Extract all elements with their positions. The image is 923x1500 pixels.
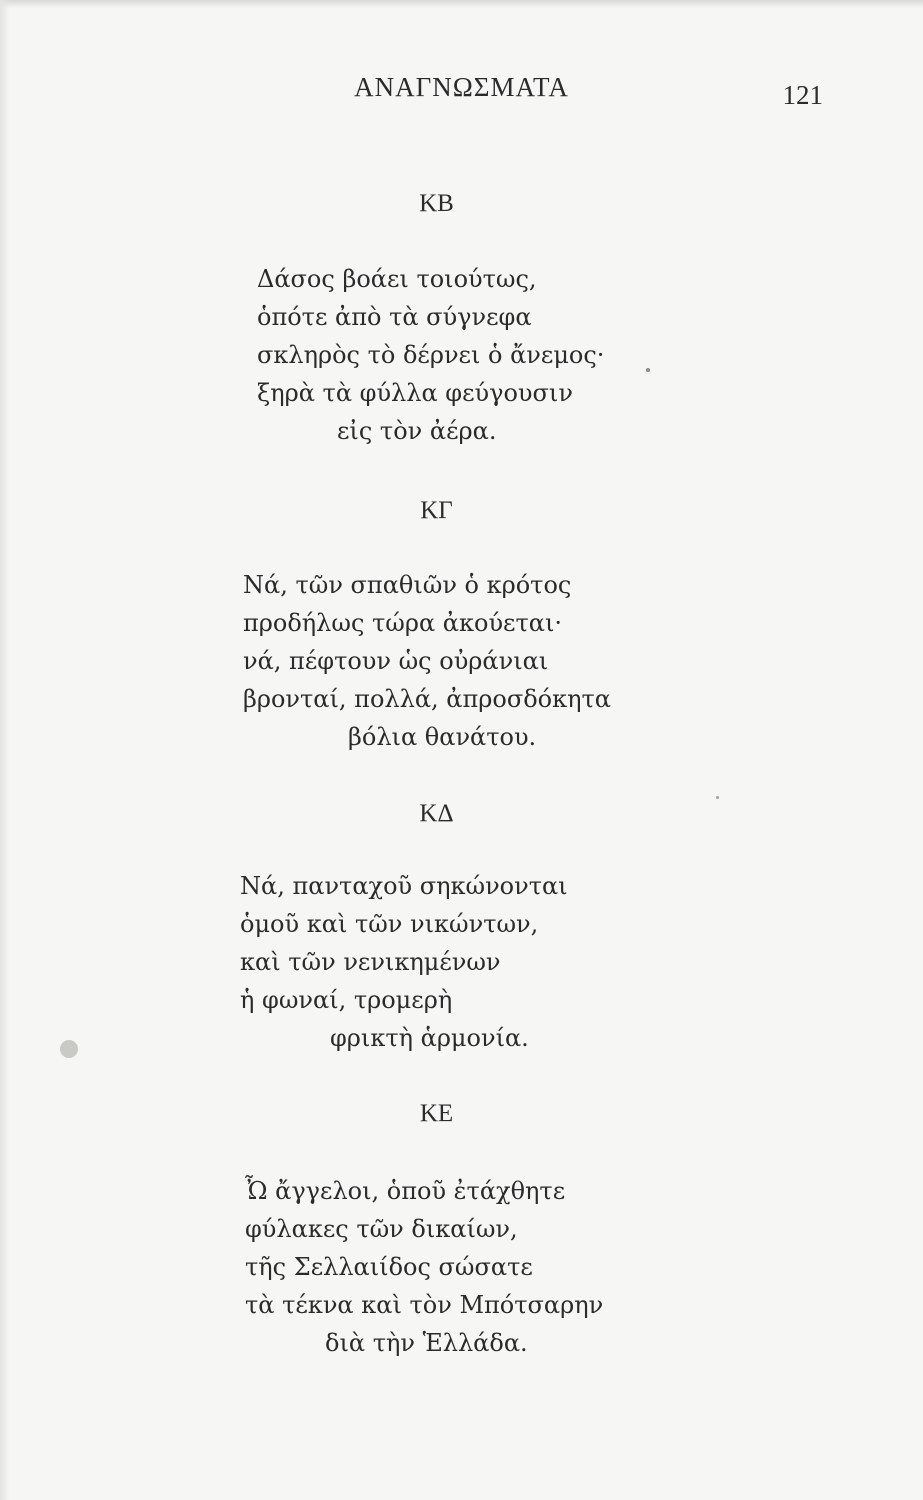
verse-line: ὁπότε ἀπὸ τὰ σύγνεφα	[257, 303, 532, 331]
verse-line: Δάσος βοάει τοιούτως,	[257, 265, 537, 293]
paper-speck	[716, 796, 719, 799]
stanza-kg	[243, 566, 611, 756]
verse-line: φρικτὴ ἁρμονία.	[330, 1024, 529, 1052]
verse-line: διὰ τὴν Ἑλλάδα.	[325, 1329, 528, 1357]
stanza-heading-kg: ΚΓ	[420, 497, 453, 524]
verse-line: τὰ τέκνα καὶ τὸν Μπότσαρην	[245, 1291, 604, 1319]
page-top-edge	[0, 0, 923, 8]
verse-line: νά, πέφτουν ὡς οὐράνιαι	[243, 647, 549, 675]
stanza-ke	[245, 1172, 603, 1362]
verse-line: προδήλως τώρα ἀκούεται·	[243, 609, 563, 637]
verse-line: βόλια θανάτου.	[348, 723, 537, 751]
stanza-kd	[240, 867, 568, 1057]
page-left-edge	[0, 0, 10, 1500]
running-header: ΑΝΑΓΝΩΣΜΑΤΑ	[354, 72, 569, 102]
verse-line: φύλακες τῶν δικαίων,	[245, 1215, 518, 1243]
paper-speck	[60, 1040, 78, 1058]
verse-line: Νά, τῶν σπαθιῶν ὁ κρότος	[243, 571, 572, 599]
paper-speck	[646, 368, 650, 372]
verse-line: ξηρὰ τὰ φύλλα φεύγουσιν	[257, 379, 573, 407]
verse-line: τῆς Σελλαιίδος σώσατε	[245, 1253, 533, 1281]
verse-line: Νά, πανταχοῦ σηκώνονται	[240, 872, 568, 900]
verse-line: σκληρὸς τὸ δέρνει ὁ ἄνεμος·	[257, 341, 605, 369]
verse-line: ὁμοῦ καὶ τῶν νικώντων,	[240, 910, 539, 938]
verse-line: βρονταί, πολλά, ἀπροσδόκητα	[243, 685, 611, 713]
verse-line: ἡ φωναί, τρομερὴ	[240, 986, 453, 1014]
stanza-kb	[257, 260, 604, 450]
stanza-heading-kd: ΚΔ	[419, 800, 454, 827]
verse-line: εἰς τὸν ἀέρα.	[337, 417, 497, 445]
verse-line: καὶ τῶν νενικημένων	[240, 948, 501, 976]
verse-line: Ὦ ἄγγελοι, ὁποῦ ἐτάχθητε	[245, 1177, 566, 1205]
stanza-heading-kb: ΚΒ	[419, 190, 454, 217]
page-number: 121	[782, 80, 823, 110]
stanza-heading-ke: ΚΕ	[419, 1100, 454, 1127]
